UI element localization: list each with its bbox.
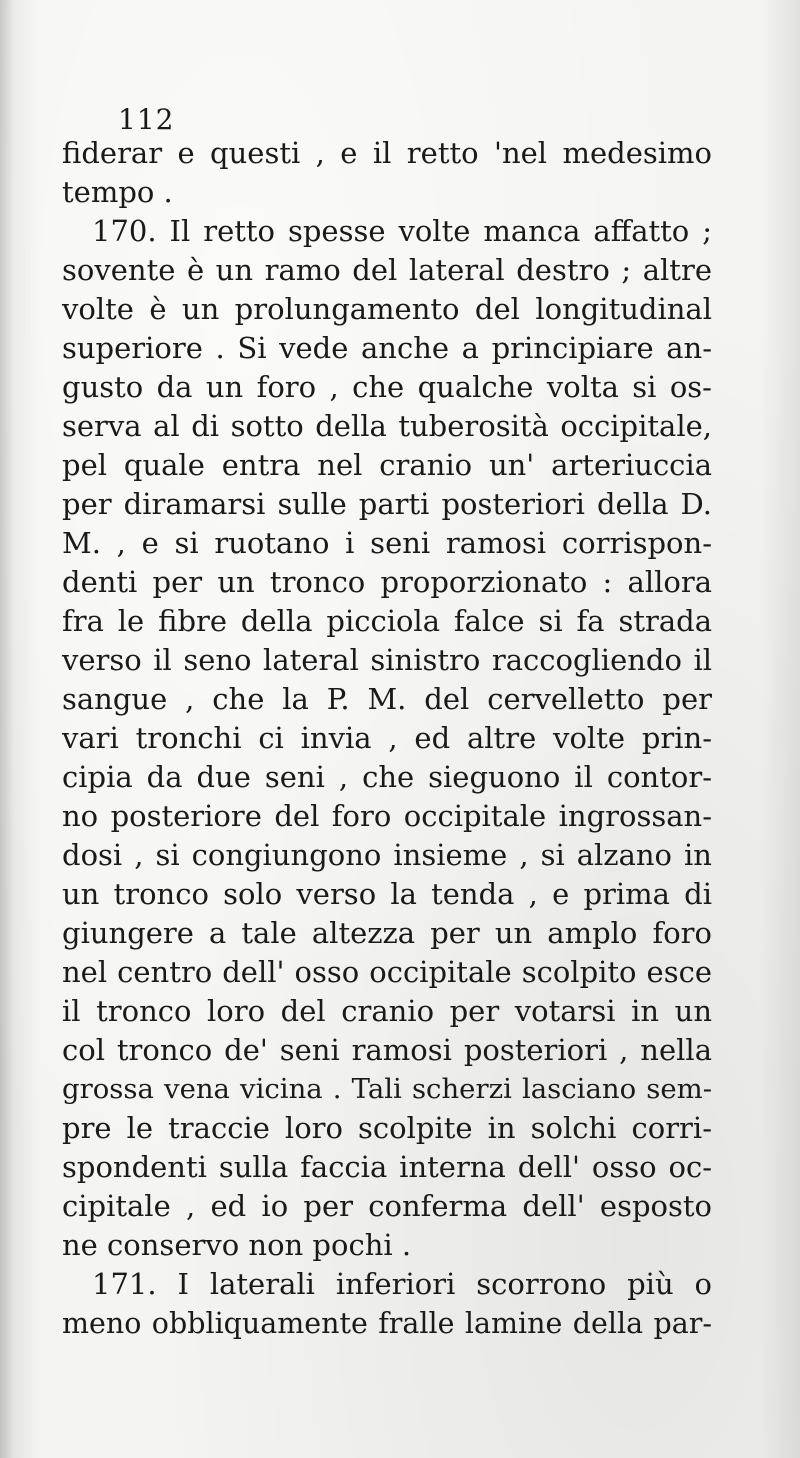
- text-line: il tronco loro del cranio per votarsi in un: [62, 994, 712, 1028]
- text-line: denti per un tronco proporzionato : allora: [62, 565, 712, 599]
- page-edge-shadow: [0, 0, 14, 1458]
- text-line: serva al di sotto della tuberosità occipitale,: [62, 409, 712, 443]
- text-line: spondenti sulla faccia interna dell' osso oc-: [62, 1150, 712, 1184]
- text-line: sovente è un ramo del lateral destro ; altre: [62, 253, 712, 287]
- text-line: per diramarsi sulle parti posteriori della D.: [62, 487, 712, 521]
- text-line: pre le traccie loro scolpite in solchi corri-: [62, 1111, 712, 1145]
- text-line: volte è un prolungamento del longitudinal: [62, 292, 712, 326]
- page-number: 112: [118, 103, 175, 136]
- text-line: dosi , si congiungono insieme , si alzano in: [62, 838, 712, 872]
- text-line: pel quale entra nel cranio un' arteriuccia: [62, 448, 712, 482]
- text-line: vari tronchi ci invia , ed altre volte prin-: [62, 721, 712, 755]
- text-line: superiore . Si vede anche a principiare an-: [62, 331, 712, 365]
- text-line: cipitale , ed io per conferma dell' esposto: [62, 1189, 712, 1223]
- text-line: 170. Il retto spesse volte manca affatto ;: [92, 214, 712, 248]
- text-line: fiderar e questi , e il retto 'nel medesimo: [62, 136, 712, 170]
- text-line: fra le fibre della picciola falce si fa strada: [62, 604, 712, 638]
- text-line: ne conservo non pochi .: [62, 1228, 412, 1262]
- text-line: 171. I laterali inferiori scorrono più o: [92, 1267, 712, 1301]
- text-line: cipia da due seni , che sieguono il contor-: [62, 760, 712, 794]
- text-line: tempo .: [62, 175, 173, 209]
- body-text: [62, 134, 712, 1343]
- text-line: M. , e si ruotano i seni ramosi corrispon-: [62, 526, 712, 560]
- text-line: no posteriore del foro occipitale ingrossan-: [62, 799, 712, 833]
- text-line: nel centro dell' osso occipitale scolpito esce: [62, 955, 712, 989]
- text-line: verso il seno lateral sinistro raccogliendo il: [62, 643, 712, 677]
- text-line: grossa vena vicina . Tali scherzi lasciano sem-: [62, 1073, 712, 1105]
- text-line: meno obbliquamente fralle lamine della par-: [62, 1307, 712, 1340]
- text-line: sangue , che la P. M. del cervelletto per: [62, 682, 712, 716]
- text-line: giungere a tale altezza per un amplo foro: [62, 916, 712, 950]
- text-line: un tronco solo verso la tenda , e prima di: [62, 877, 712, 911]
- text-line: gusto da un foro , che qualche volta si os-: [62, 370, 712, 404]
- text-line: col tronco de' seni ramosi posteriori , nella: [62, 1033, 712, 1067]
